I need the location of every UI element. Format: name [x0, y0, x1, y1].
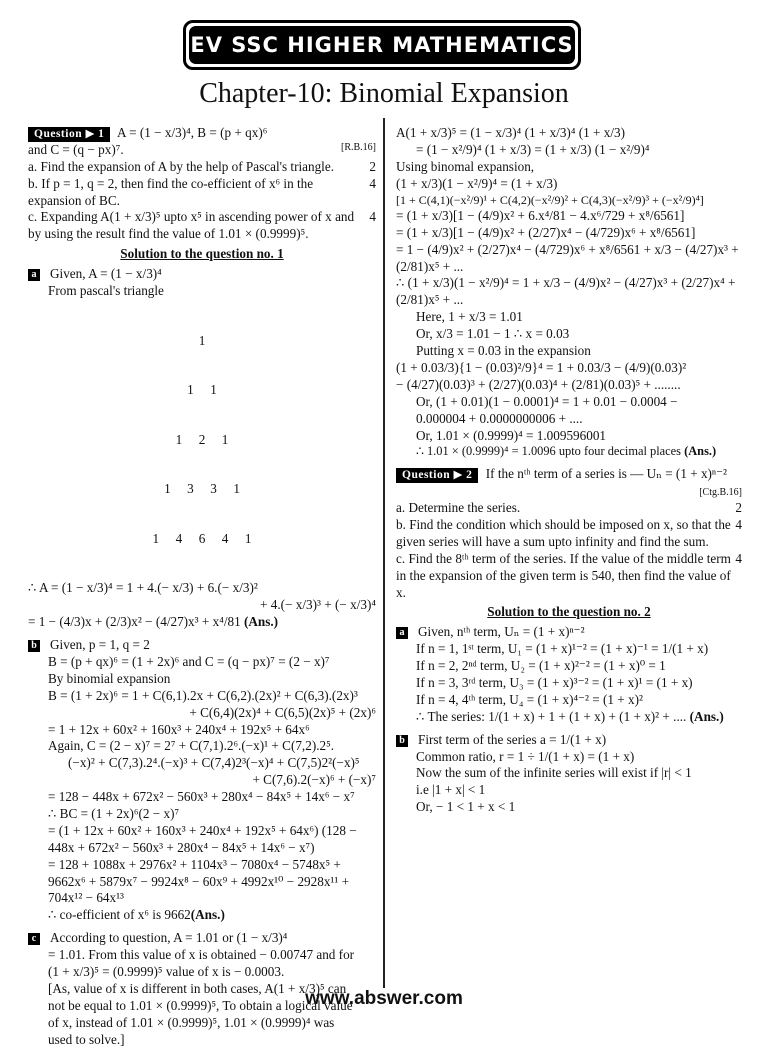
q1c-cont-line: = 1 − (4/9)x² + (2/27)x⁴ − (4/729)x⁶ + x⁸/6561 + x/3 − (4/27)x³ + (2/81)x⁵ + ... [396, 241, 739, 274]
q1-part-a: 2 a. Find the expansion of A by the help of Pascal's triangle. [28, 158, 376, 174]
q1c-cont-line: Here, 1 + x/3 = 1.01 [416, 309, 523, 325]
question-tag: Question ▶ 2 [396, 468, 478, 483]
q2b-line: i.e |1 + x| < 1 [416, 782, 486, 798]
q1b-line: 9662x⁶ + 5879x⁷ − 9924x⁸ − 60x⁹ + 4992x¹⁰ − 2928x¹¹ + [48, 873, 350, 889]
q1b-line: By binomial expansion [48, 670, 171, 686]
q1-part-b: 4 b. If p = 1, q = 2, then find the co-efficient of x⁶ in the expansion of BC. [28, 175, 376, 208]
q1a-result: = 1 − (4/3)x + (2/3)x² − (4/27)x³ + x⁴/81 (Ans.) [28, 614, 279, 630]
q2-solution-title: Solution to the question no. 2 [487, 604, 651, 620]
q1b-line: = 128 + 1088x + 2976x² + 1104x³ − 7080x⁴ − 5748x⁵ + [48, 856, 341, 872]
label-b-icon: b [396, 735, 408, 747]
label-a-icon: a [396, 627, 408, 639]
q1c-cont-line: Or, x/3 = 1.01 − 1 ∴ x = 0.03 [416, 326, 570, 342]
q1-solution-title: Solution to the question no. 1 [120, 246, 284, 262]
banner-text: EV SSC HIGHER MATHEMATICS [189, 26, 575, 64]
q1b-line: = 128 − 448x + 672x² − 560x³ + 280x⁴ − 84x⁵ + 14x⁶ − x⁷ [48, 789, 355, 805]
q1b-line: B = (1 + 2x)⁶ = 1 + C(6,1).2x + C(6,2).(2x)² + C(6,3).(2x)³ [48, 687, 358, 703]
q2-ref: [Ctg.B.16] [699, 487, 742, 499]
q1b-line: B = (p + qx)⁶ = (1 + 2x)⁶ and C = (q − px)⁷ = (2 − x)⁷ [48, 653, 330, 669]
q1c-cont-line: (1 + x/3)(1 − x²/9)⁴ = (1 + x/3) [396, 175, 558, 191]
q1c-cont-line: (1 + 0.03/3){1 − (0.03)²/9}⁴ = 1 + 0.03/3 − (4/9)(0.03)² [396, 359, 687, 375]
q1b-line: (−x)² + C(7,3).2⁴.(−x)³ + C(7,4)2³(−x)⁴ + C(7,5)2²(−x)⁵ [68, 755, 360, 771]
q1c-line-1: c According to question, A = 1.01 or (1 − x/3)⁴ [28, 930, 376, 947]
q1b-line: Again, C = (2 − x)⁷ = 2⁷ + C(7,1).2⁶.(−x)¹ + C(7,2).2⁵. [48, 738, 334, 754]
label-a-icon: a [28, 269, 40, 281]
pascal-triangle: 1 1 1 1 2 1 1 3 3 1 1 4 6 4 1 [152, 332, 252, 546]
q1b-given: b Given, p = 1, q = 2 [28, 637, 376, 654]
q1-part-c: 4 c. Expanding A(1 + x/3)⁵ upto x⁵ in ascending power of x and by using the result find the value of 1.01 × (0.9999)⁵. [28, 209, 376, 242]
q1c-line: = 1.01. From this value of x is obtained − 0.00747 and for [48, 947, 355, 963]
q2a-line: If n = 2, 2ⁿᵈ term, U₂ = (1 + x)²⁻² = (1 + x)⁰ = 1 [416, 658, 666, 674]
column-divider [383, 118, 385, 988]
q1b-line: 448x + 672x² − 560x³ + 280x⁴ − 84x⁵ + 14x⁶ − x⁷) [48, 839, 315, 855]
q2-stem: Question ▶ 2 If the nᵗʰ term of a series is — Uₙ = (1 + x)ⁿ⁻² [396, 466, 742, 483]
q1c-cont-line: [1 + C(4,1)(−x²/9)¹ + C(4,2)(−x²/9)² + C(4,3)(−x²/9)³ + (−x²/9)⁴] [396, 192, 704, 207]
q1-stem-2: and C = (q − px)⁷. [R.B.16] [28, 141, 376, 157]
q1a-pascal-intro: From pascal's triangle [48, 283, 164, 299]
site-footer: www.abswer.com [305, 988, 463, 1009]
q1c-cont-line: Or, (1 + 0.01)(1 − 0.0001)⁴ = 1 + 0.01 − 0.0004 − [416, 393, 678, 409]
q1b-line: ∴ BC = (1 + 2x)⁶(2 − x)⁷ [48, 805, 180, 821]
q1c-cont-line: = (1 + x/3)[1 − (4/9)x² + 6.x⁴/81 − 4.x⁶/729 + x⁸/6561] [396, 207, 685, 223]
q1c-line: used to solve.] [48, 1031, 125, 1047]
q1b-line: + C(6,4)(2x)⁴ + C(6,5)(2x)⁵ + (2x)⁶ [189, 704, 376, 720]
right-column [396, 125, 742, 816]
q1b-line: = 1 + 12x + 60x² + 160x³ + 240x⁴ + 192x⁵ + 64x⁶ [48, 721, 310, 737]
q1a-expand-2: + 4.(− x/3)³ + (− x/3)⁴ [260, 597, 376, 613]
q1b-answer: ∴ co-efficient of x⁶ is 9662(Ans.) [48, 907, 225, 923]
q1c-line: of x, instead of 1.01 × (0.9999)⁵, 1.01 × (0.9999)⁴ was [48, 1014, 335, 1030]
q1c-cont-line: = (1 + x/3)[1 − (4/9)x² + (2/27)x⁴ − (4/729)x⁶ + x⁸/6561] [396, 224, 696, 240]
q1b-line: + C(7,6).2(−x)⁶ + (−x)⁷ [252, 772, 376, 788]
q2a-given: a Given, nᵗʰ term, Uₙ = (1 + x)ⁿ⁻² [396, 624, 742, 641]
q1b-line: 704x¹² − 64x¹³ [48, 890, 125, 906]
q2b-line: Now the sum of the infinite series will exist if |r| < 1 [416, 765, 692, 781]
q1a-expand-1: ∴ A = (1 − x/3)⁴ = 1 + 4.(− x/3) + 6.(− x/3)² [28, 580, 258, 596]
q2-part-c: 4 c. Find the 8ᵗʰ term of the series. If the value of the middle term in the expansion of the given term is 540, then find the value of x. [396, 550, 742, 600]
q1c-line: (1 + x/3)⁵ = (0.9999)⁵ value of x is − 0.0003. [48, 964, 285, 979]
q1-stem: Question ▶ 1 A = (1 − x/3)⁴, B = (p + qx)⁶ [28, 125, 376, 142]
q1a-given: a Given, A = (1 − x/3)⁴ [28, 266, 376, 283]
q1c-line: not be equal to 1.01 × (0.9999)⁵, To obtain a logical value [48, 997, 353, 1013]
label-b-icon: b [28, 640, 40, 652]
q2b-line: Common ratio, r = 1 ÷ 1/(1 + x) = (1 + x) [416, 748, 635, 764]
q2-part-a: 2 a. Determine the series. [396, 500, 742, 516]
q1c-final: ∴ 1.01 × (0.9999)⁴ = 1.0096 upto four decimal places (Ans.) [416, 444, 717, 459]
q2b-line-1: b First term of the series a = 1/(1 + x) [396, 732, 742, 749]
q1c-cont-line: Putting x = 0.03 in the expansion [416, 343, 591, 359]
q1c-cont-line: A(1 + x/3)⁵ = (1 − x/3)⁴ (1 + x/3)⁴ (1 + x/3) [396, 125, 625, 140]
label-c-icon: c [28, 933, 40, 945]
title-banner [183, 20, 581, 70]
q1c-cont-line: 0.000004 + 0.0000000006 + .... [416, 410, 583, 426]
q2a-line: If n = 4, 4ᵗʰ term, U₄ = (1 + x)⁴⁻² = (1 + x)² [416, 691, 643, 707]
q2a-line: If n = 1, 1ˢᵗ term, U₁ = (1 + x)¹⁻² = (1 + x)⁻¹ = 1/(1 + x) [416, 641, 709, 657]
left-column [28, 125, 376, 1048]
q1c-cont-line: ∴ (1 + x/3)(1 − x²/9)⁴ = 1 + x/3 − (4/9)x² − (4/27)x³ + (2/27)x⁴ + (2/81)x⁵ + ... [396, 275, 736, 308]
q1c-cont-line: − (4/27)(0.03)³ + (2/27)(0.03)⁴ + (2/81)(0.03)⁵ + ........ [396, 376, 681, 392]
q1c-cont-line: Or, 1.01 × (0.9999)⁴ = 1.009596001 [416, 427, 607, 443]
q1b-line: = (1 + 12x + 60x² + 160x³ + 240x⁴ + 192x⁵ + 64x⁶) (128 − [48, 822, 357, 838]
question-tag: Question ▶ 1 [28, 127, 110, 142]
q2b-line: Or, − 1 < 1 + x < 1 [416, 799, 516, 815]
q1c-cont-line: = (1 − x²/9)⁴ (1 + x/3) = (1 + x/3) (1 − x²/9)⁴ [416, 141, 650, 157]
q1c-cont-line: Using binomal expansion, [396, 158, 535, 174]
q2a-answer: ∴ The series: 1/(1 + x) + 1 + (1 + x) + (1 + x)² + .... (Ans.) [416, 708, 724, 724]
q2-part-b: 4 b. Find the condition which should be imposed on x, so that the given series will have a sum upto infinity and find the sum. [396, 516, 742, 549]
chapter-title: Chapter-10: Binomial Expansion [199, 78, 569, 109]
q2a-line: If n = 3, 3ʳᵈ term, U₃ = (1 + x)³⁻² = (1 + x)¹ = (1 + x) [416, 674, 693, 690]
q1c-line: [As, value of x is different in both cases, A(1 + x/3)⁵ can [48, 980, 347, 996]
